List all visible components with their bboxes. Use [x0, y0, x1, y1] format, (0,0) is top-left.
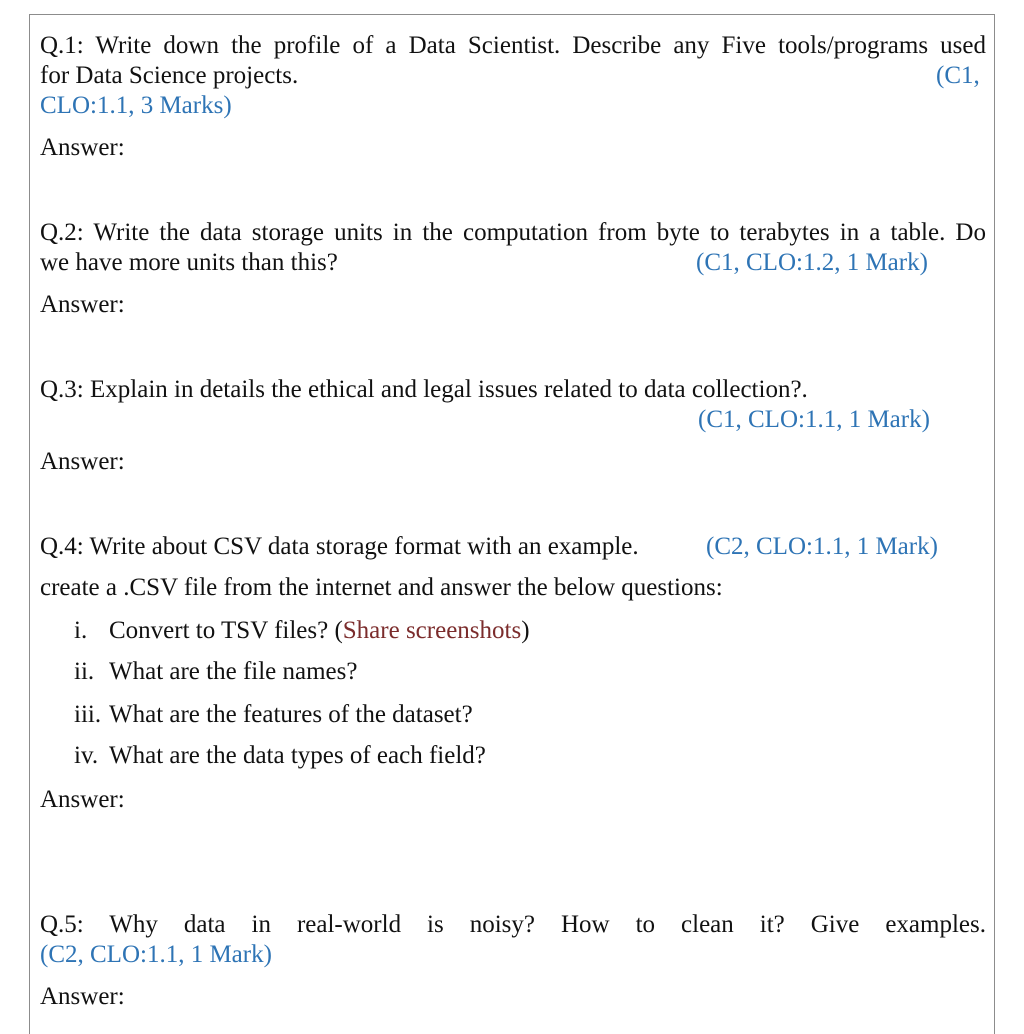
q3-text-line1: Q.3: Explain in details the ethical and legal issues related to data collection?.: [40, 376, 808, 403]
q4-mark: (C2, CLO:1.1, 1 Mark): [706, 533, 938, 560]
q4-item-1-close-paren: ): [521, 617, 530, 644]
q5-mark: (C2, CLO:1.1, 1 Mark): [40, 941, 272, 968]
q4-item-1-note: Share screenshots: [342, 617, 522, 644]
q4-text-line1: Q.4: Write about CSV data storage format with an example.: [40, 533, 639, 560]
q4-item-4-number: iv.: [74, 742, 99, 769]
q1-text-line2: for Data Science projects.: [40, 62, 299, 89]
q1-text-line1: Q.1: Write down the profile of a Data Scientist. Describe any Five tools/programs used: [40, 32, 986, 59]
q4-item-2-number: ii.: [74, 658, 95, 685]
q1-mark-part1: (C1,: [936, 62, 980, 89]
q1-answer-label: Answer:: [40, 134, 125, 161]
q4-item-2-text: What are the file names?: [109, 658, 358, 685]
q3-answer-label: Answer:: [40, 448, 125, 475]
q5-text-line1: Q.5: Why data in real-world is noisy? How to clean it? Give examples.: [40, 911, 986, 938]
q4-item-3-text: What are the features of the dataset?: [109, 701, 473, 728]
q4-intro: create a .CSV file from the internet and answer the below questions:: [40, 574, 723, 601]
assignment-sheet: [29, 14, 995, 1034]
q4-item-4-text: What are the data types of each field?: [109, 742, 486, 769]
q4-item-1-number: i.: [74, 617, 88, 644]
q4-item-1: [109, 616, 530, 646]
q2-text-line2: we have more units than this?: [40, 249, 338, 276]
q2-text-line1: Q.2: Write the data storage units in the computation from byte to terabytes in a table. Do: [40, 219, 986, 246]
q4-item-1-text: Convert to TSV files?: [109, 617, 329, 644]
q4-item-1-open-paren: (: [328, 617, 343, 644]
q4-answer-label: Answer:: [40, 786, 125, 813]
q2-answer-label: Answer:: [40, 291, 125, 318]
q3-mark: (C1, CLO:1.1, 1 Mark): [698, 406, 930, 433]
q2-mark: (C1, CLO:1.2, 1 Mark): [696, 249, 928, 276]
q1-mark-part2: CLO:1.1, 3 Marks): [40, 92, 232, 119]
q5-answer-label: Answer:: [40, 983, 125, 1010]
q4-item-3-number: iii.: [74, 701, 102, 728]
